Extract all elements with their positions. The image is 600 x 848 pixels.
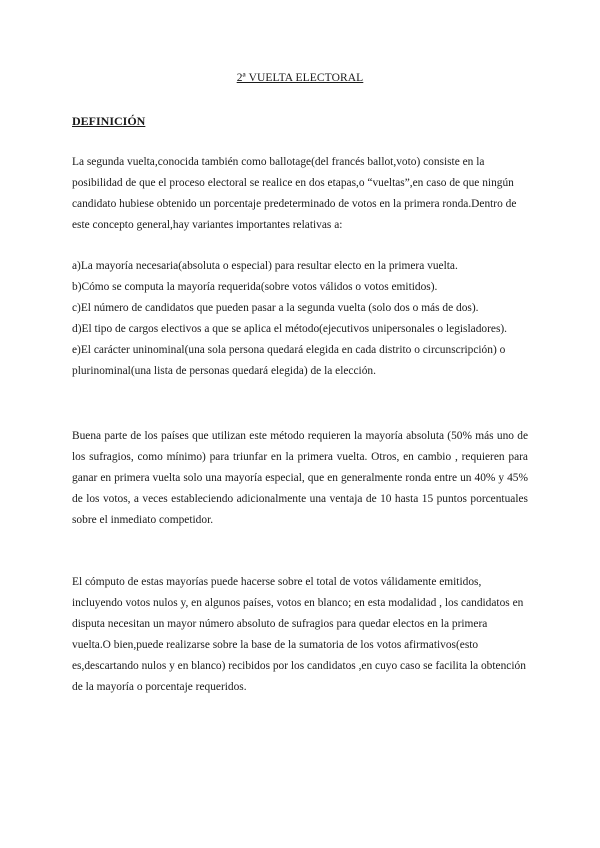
list-item: b)Cómo se computa la mayoría requerida(sobre votos válidos o votos emitidos). <box>72 281 438 293</box>
document-title: 2ª VUELTA ELECTORAL <box>236 72 364 84</box>
paragraph-text: Buena parte de los países que utilizan este método requieren la mayoría absoluta (50% más uno de los sufragios, como mínimo) para triunfar en la primera vuelta. Otros, en cambio , requieren para ganar en primera vuelta solo una mayoría especial, que en generalmente ronda entre un 40% y 45% de los votos, a veces estableciendo adicionalmente una ventaja de 10 hasta 15 puntos porcentuales sobre el inmediato competidor. <box>72 430 528 526</box>
intro-text: La segunda vuelta,conocida también como ballotage(del francés ballot,voto) consiste en la posibilidad de que el proceso electoral se realice en dos etapas,o “vueltas”,en caso de que ningún candidato hubiese obtenido un porcentaje predeterminado de votos en la primera ronda.Dentro de este concepto general,hay variantes importantes relativas a: <box>72 156 517 231</box>
list-item: d)El tipo de cargos electivos a que se aplica el método(ejecutivos unipersonales o legisladores). <box>72 323 508 335</box>
list-item: e)El carácter uninominal(una sola persona quedará elegida en cada distrito o circunscripción) o plurinominal(una lista de personas quedará elegida) de la elección. <box>72 344 506 377</box>
intro-paragraph <box>72 152 528 236</box>
variants-list <box>72 256 528 382</box>
majority-paragraph <box>72 426 528 531</box>
list-item: a)La mayoría necesaria(absoluta o especial) para resultar electo en la primera vuelta. <box>72 260 458 272</box>
paragraph-text: El cómputo de estas mayorías puede hacerse sobre el total de votos válidamente emitidos, incluyendo votos nulos y, en algunos países, votos en blanco; en esta modalidad , los candidatos en disputa necesitan un mayor número absoluto de sufragios para quedar electos en la primera vuelta.O bien,puede realizarse sobre la base de la sumatoria de los votos afirmativos(esto es,descartando nulos y en blanco) recibidos por los candidatos ,en cuyo caso se facilita la obtención de la mayoría o porcentaje requeridos. <box>72 576 526 693</box>
computation-paragraph <box>72 572 528 698</box>
section-heading: DEFINICIÓN <box>72 114 146 128</box>
list-item: c)El número de candidatos que pueden pasar a la segunda vuelta (solo dos o más de dos). <box>72 302 479 314</box>
